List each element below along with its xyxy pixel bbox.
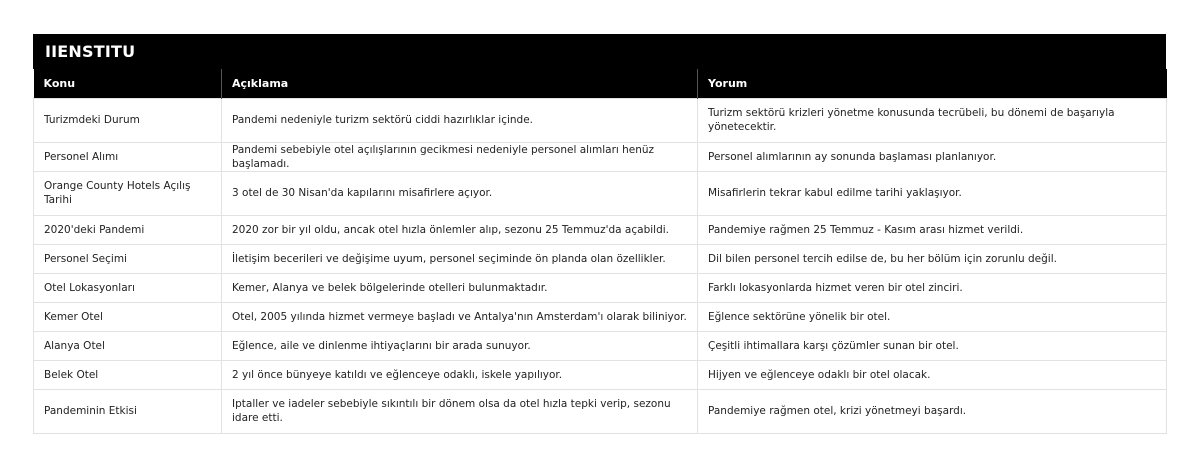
table-row bbox=[34, 98, 1167, 142]
cell-aciklama: Eğlence, aile ve dinlenme ihtiyaçlarını bir arada sunuyor. bbox=[222, 331, 698, 360]
table-row bbox=[34, 389, 1167, 433]
header-row bbox=[34, 69, 1167, 98]
table-row bbox=[34, 171, 1167, 215]
cell-yorum: Pandemiye rağmen 25 Temmuz - Kasım arası hizmet verildi. bbox=[698, 215, 1167, 244]
cell-aciklama: Otel, 2005 yılında hizmet vermeye başladı ve Antalya'nın Amsterdam'ı olarak biliniyor. bbox=[222, 302, 698, 331]
table-row bbox=[34, 215, 1167, 244]
cell-yorum: Pandemiye rağmen otel, krizi yönetmeyi başardı. bbox=[698, 389, 1167, 433]
cell-konu: Personel Seçimi bbox=[34, 244, 222, 273]
cell-aciklama: Kemer, Alanya ve belek bölgelerinde otelleri bulunmaktadır. bbox=[222, 273, 698, 302]
cell-yorum: Eğlence sektörüne yönelik bir otel. bbox=[698, 302, 1167, 331]
table-row bbox=[34, 360, 1167, 389]
cell-yorum: Misafirlerin tekrar kabul edilme tarihi yaklaşıyor. bbox=[698, 171, 1167, 215]
table-row bbox=[34, 142, 1167, 171]
cell-konu: 2020'deki Pandemi bbox=[34, 215, 222, 244]
cell-konu: Belek Otel bbox=[34, 360, 222, 389]
cell-yorum: Dil bilen personel tercih edilse de, bu her bölüm için zorunlu değil. bbox=[698, 244, 1167, 273]
table-row bbox=[34, 331, 1167, 360]
cell-yorum: Turizm sektörü krizleri yönetme konusunda tecrübeli, bu dönemi de başarıyla yönetecektir. bbox=[698, 98, 1167, 142]
table-row bbox=[34, 302, 1167, 331]
cell-aciklama: Iptaller ve iadeler sebebiyle sıkıntılı bir dönem olsa da otel hızla tepki verip, sezonu idare etti. bbox=[222, 389, 698, 433]
cell-aciklama: 3 otel de 30 Nisan'da kapılarını misafirlere açıyor. bbox=[222, 171, 698, 215]
cell-konu: Pandeminin Etkisi bbox=[34, 389, 222, 433]
cell-konu: Personel Alımı bbox=[34, 142, 222, 171]
table-row bbox=[34, 273, 1167, 302]
cell-aciklama: 2 yıl önce bünyeye katıldı ve eğlenceye odaklı, iskele yapılıyor. bbox=[222, 360, 698, 389]
cell-aciklama: Pandemi nedeniyle turizm sektörü ciddi hazırlıklar içinde. bbox=[222, 98, 698, 142]
cell-konu: Turizmdeki Durum bbox=[34, 98, 222, 142]
cell-konu: Alanya Otel bbox=[34, 331, 222, 360]
cell-yorum: Farklı lokasyonlarda hizmet veren bir otel zinciri. bbox=[698, 273, 1167, 302]
data-table bbox=[33, 69, 1167, 434]
table-row bbox=[34, 244, 1167, 273]
cell-konu: Orange County Hotels Açılış Tarihi bbox=[34, 171, 222, 215]
column-header-konu: Konu bbox=[34, 69, 222, 98]
cell-yorum: Çeşitli ihtimallara karşı çözümler sunan bir otel. bbox=[698, 331, 1167, 360]
cell-yorum: Personel alımlarının ay sonunda başlaması planlanıyor. bbox=[698, 142, 1167, 171]
cell-yorum: Hijyen ve eğlenceye odaklı bir otel olacak. bbox=[698, 360, 1167, 389]
column-header-aciklama: Açıklama bbox=[222, 69, 698, 98]
column-header-yorum: Yorum bbox=[698, 69, 1167, 98]
cell-aciklama: 2020 zor bir yıl oldu, ancak otel hızla önlemler alıp, sezonu 25 Temmuz'da açabildi. bbox=[222, 215, 698, 244]
cell-konu: Kemer Otel bbox=[34, 302, 222, 331]
cell-konu: Otel Lokasyonları bbox=[34, 273, 222, 302]
brand-title: IIENSTITU bbox=[33, 34, 1166, 69]
cell-aciklama: İletişim becerileri ve değişime uyum, personel seçiminde ön planda olan özellikler. bbox=[222, 244, 698, 273]
table-container bbox=[33, 34, 1166, 434]
cell-aciklama: Pandemi sebebiyle otel açılışlarının gecikmesi nedeniyle personel alımları henüz başlamadı. bbox=[222, 142, 698, 171]
